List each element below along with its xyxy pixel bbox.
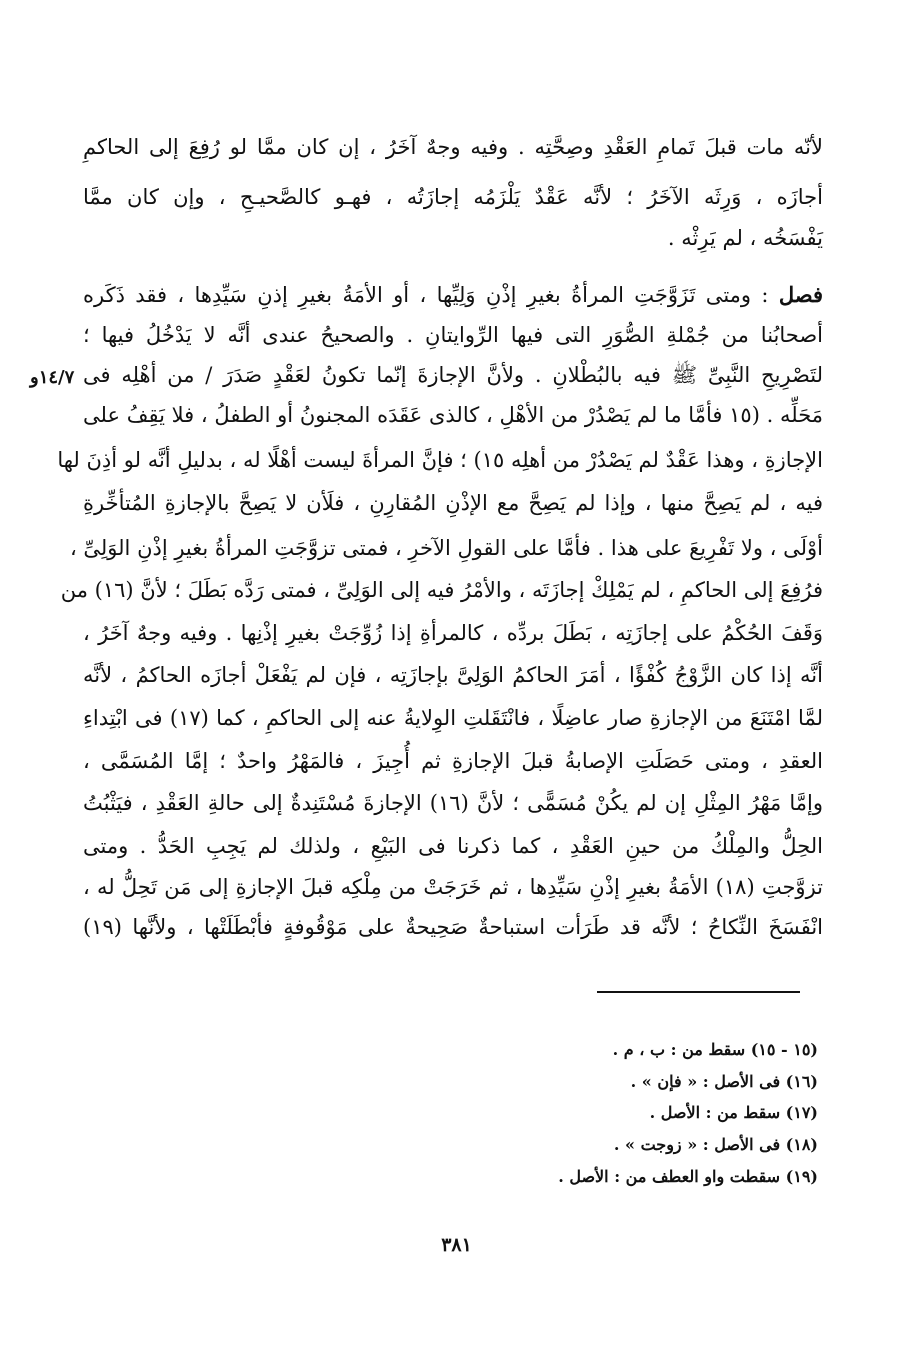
body-line: العقدِ ، ومتى حَصَلَتِ الإصابةُ قبلَ الإجازةِ ثم أُجِيزَ ، فالمَهْرُ واحدٌ ؛ إمَّا المُسَمَّى ، (83, 749, 823, 773)
footnote: (١٦) فى الأصل : « فإن » . (630, 1072, 818, 1091)
body-line: فيه ، لم يَصِحَّ منها ، وإذا لم يَصِحَّ مع الإذْنِ المُقارِنِ ، فلَأن لا يَصِحَّ بالإجازةِ المُتأخِّرةِ (83, 491, 823, 515)
footnote: (١٥ - ١٥) سقط من : ب ، م . (612, 1040, 818, 1059)
body-line: فرُفِعَ إلى الحاكمِ ، لم يَمْلِكْ إجازَتَه ، والأمْرُ فيه إلى الوَلِىِّ ، فمتى رَدَّه بَطَلَ ؛ لأنَّ (١٦) من (60, 578, 823, 602)
page-number: ٣٨١ (441, 1234, 472, 1256)
footnote: (١٨) فى الأصل : « زوجت » . (613, 1135, 818, 1154)
body-line: يَفْسَخُه ، لم يَرِثْه . (667, 226, 823, 250)
body-line: مَحَلِّه . (١٥ فأمَّا ما لم يَصْدُرْ من الأهْلِ ، كالذى عَقَدَه المجنونُ أو الطفلُ ، فلا يَقِفُ على (83, 403, 824, 427)
body-line: لتَصْرِيحِ النَّبِىِّ ﷺ فيه بالبُطْلانِ . ولأنَّ الإجازةَ إنّما تكونُ لعَقْدٍ صَدَرَ / من أهْلِه فى (83, 363, 823, 387)
body-line: وإمَّا مَهْرُ المِثْلِ إن لم يكُنْ مُسَمًّى ؛ لأنَّ (١٦) الإجازةَ مُسْتَنِدةٌ إلى حالةِ العَقْدِ ، فيَثْبُتُ (83, 791, 824, 815)
footnote: (١٧) سقط من : الأصل . (649, 1103, 818, 1122)
body-line: الإجازةِ ، وهذا عَقْدٌ لم يَصْدُرْ من أهلِه ١٥) ؛ فإنَّ المرأةَ ليست أهْلًا له ، بدليلِ أنَّه لو أذِنَ لها (57, 448, 823, 472)
body-line: أنَّه إذا كان الزَّوْجُ كُفْؤًا ، أمَرَ الحاكمُ الوَلِىَّ بإجازَتِه ، فإن لم يَفْعَلْ أجازَه الحاكمُ ، لأنَّه (83, 663, 823, 687)
body-line: تزوَّجتِ (١٨) الأمَةُ بغيرِ إذْنِ سَيِّدِها ، ثم خَرَجَتْ من مِلْكِه قبلَ الإجازةِ إلى مَن تَحِلُّ له ، (83, 875, 823, 899)
section-first-line-text: : ومتى تَزَوَّجَتِ المرأةُ بغيرِ إذْنِ وَلِيِّها ، أو الأمَةُ بغيرِ إذنِ سَيِّدِها ، فقد ذَكَره (83, 283, 769, 307)
footnote-divider (597, 991, 800, 993)
body-line: لمَّا امْتَنَعَ من الإجازةِ صار عاضِلًا ، فانْتَقَلتِ الوِلايةُ عنه إلى الحاكمِ ، كما (١٧) فى ابْتِداءِ (83, 706, 823, 730)
section-heading: فصل (778, 282, 823, 307)
body-line: الحِلُّ والمِلْكُ من حينِ العَقْدِ ، كما ذكرنا فى البَيْعِ ، ولذلك لم يَجِبِ الحَدُّ . ومتى (83, 834, 823, 858)
margin-folio-note: ١٤/٧و (30, 367, 75, 388)
body-line: أصحابُنا من جُمْلةِ الصُّوَرِ التى فيها الرِّوايتانِ . والصحيحُ عندى أنَّه لا يَدْخُلُ فيها ؛ (83, 323, 823, 347)
body-line: وَقَفَ الحُكْمُ على إجازَتِه ، بَطَلَ بردِّه ، كالمرأةِ إذا زُوِّجَتْ بغيرِ إذْنِها . وفيه وجهٌ آخَرُ ، (83, 621, 823, 645)
body-line: أجازَه ، وَرِثَه الآخَرُ ؛ لأنَّه عَقْدٌ يَلْزَمُه إجازَتُه ، فهـو كالصَّحيـحِ ، وإن كان ممَّا (83, 185, 823, 209)
body-line: أوْلَى ، ولا تَفْرِيعَ على هذا . فأمَّا على القولِ الآخرِ ، فمتى تزوَّجَتِ المرأةُ بغيرِ إذْنِ الوَلِىِّ ، (69, 536, 823, 560)
footnote: (١٩) سقطت واو العطف من : الأصل . (558, 1167, 818, 1186)
body-line: لأنّه مات قبلَ تَمامِ العَقْدِ وصِحَّتِه . وفيه وجهٌ آخَرُ ، إن كان ممَّا لو رُفِعَ إلى الحاكمِ (83, 135, 823, 159)
body-line: انْفَسَخَ النِّكاحُ ؛ لأنَّه قد طَرَأت استباحةٌ صَحِيحةٌ على مَوْقُوفةٍ فأبْطَلَتْها ، ولأنَّها (١٩) (83, 915, 823, 939)
section-first-line (83, 280, 823, 310)
